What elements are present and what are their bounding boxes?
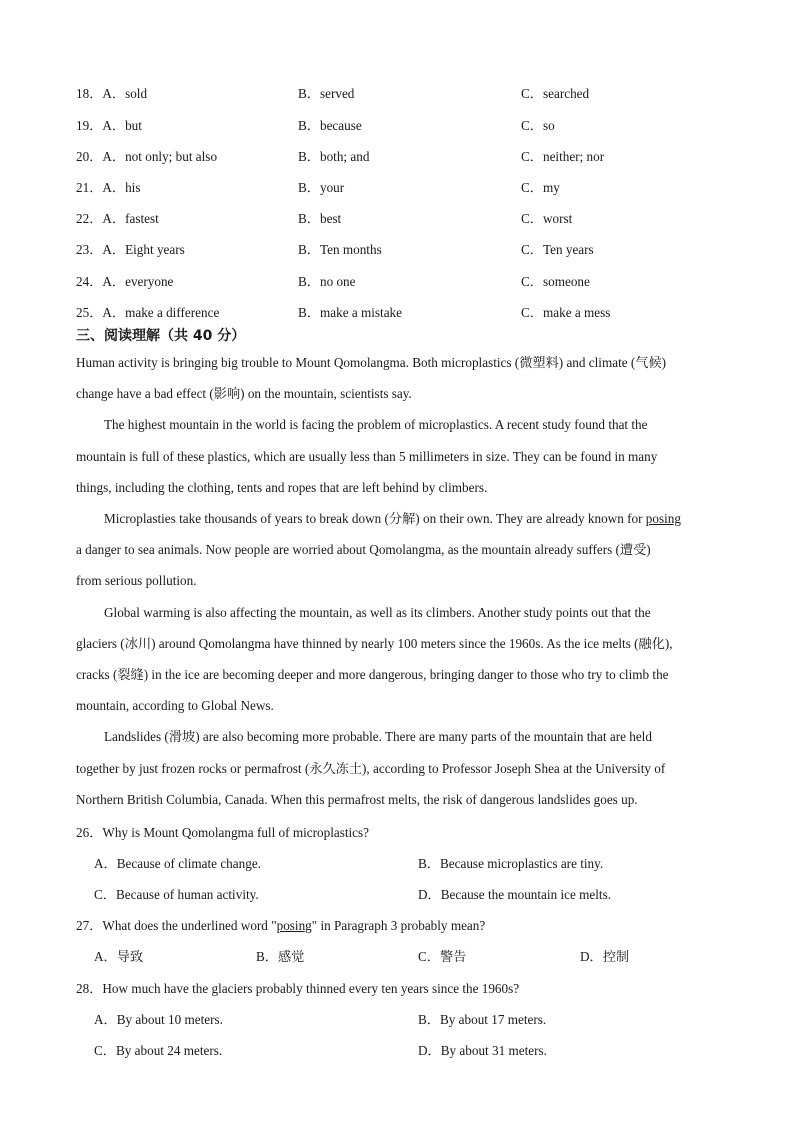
choice-row-18 (76, 83, 147, 102)
choice-row-25 (76, 302, 219, 321)
choice-row-20 (76, 146, 217, 165)
question-number: 20． (76, 149, 103, 164)
choice-row-19 (76, 115, 142, 134)
question-28-option-c: C．By about 24 meters. (94, 1043, 223, 1058)
stem-text: 27．What does the underlined word " (76, 918, 277, 933)
question-26-option-a: A．Because of climate change. (94, 856, 261, 871)
option-a: A．but (102, 118, 142, 133)
option-a: A．sold (102, 86, 148, 101)
question-number: 25． (76, 305, 103, 320)
reading-passage (76, 347, 736, 815)
question-28-option-b: B．By about 17 meters. (418, 1012, 547, 1027)
choice-row-22 (76, 208, 159, 227)
option-a: A．fastest (102, 211, 159, 226)
passage-line: a danger to sea animals. Now people are worried about Qomolangma, as the mountain already suffers (遭受) (76, 542, 651, 558)
option-c: C．worst (521, 211, 573, 226)
option-c: C．neither; nor (521, 149, 605, 164)
passage-text: Microplasties take thousands of years to break down (分解) on their own. They are already known for (104, 511, 646, 527)
passage-line (76, 503, 736, 534)
question-number: 21． (76, 180, 103, 195)
passage-line: mountain, according to Global News. (76, 698, 274, 714)
option-c: C．searched (521, 86, 590, 101)
option-c: C．my (521, 180, 560, 195)
option-b: B．both; and (298, 149, 370, 164)
question-27-option-d: D．控制 (580, 949, 630, 964)
choice-row-21 (76, 177, 140, 196)
passage-line: Global warming is also affecting the mountain, as well as its climbers. Another study points out that the (104, 604, 651, 620)
passage-line: things, including the clothing, tents and ropes that are left behind by climbers. (76, 479, 488, 495)
question-26-option-b: B．Because microplastics are tiny. (418, 856, 604, 871)
option-b: B．because (298, 118, 362, 133)
passage-line: change have a bad effect (影响) on the mountain, scientists say. (76, 386, 412, 402)
option-c: C．Ten years (521, 242, 594, 257)
passage-line: mountain is full of these plastics, which are usually less than 5 millimeters in size. They can be found in many (76, 448, 658, 464)
choice-row-24 (76, 271, 173, 290)
option-b: B．make a mistake (298, 305, 403, 320)
question-27-option-a: A．导致 (94, 949, 144, 964)
question-number: 22． (76, 211, 103, 226)
option-a: A．his (102, 180, 141, 195)
passage-line: Human activity is bringing big trouble to Mount Qomolangma. Both microplastics (微塑料) and climate (气候) (76, 355, 667, 370)
question-26-option-d: D．Because the mountain ice melts. (418, 887, 611, 902)
option-b: B．no one (298, 274, 356, 289)
option-b: B．served (298, 86, 355, 101)
underlined-word: posing (276, 918, 312, 933)
question-28-option-a: A．By about 10 meters. (94, 1012, 223, 1027)
option-c: C．make a mess (521, 305, 611, 320)
question-number: 24． (76, 274, 103, 289)
passage-line: Northern British Columbia, Canada. When this permafrost melts, the risk of dangerous landslides goes up. (76, 791, 638, 807)
choice-row-23 (76, 239, 185, 258)
option-c: C．so (521, 118, 555, 133)
option-b: B．Ten months (298, 242, 382, 257)
passage-line: together by just frozen rocks or permafrost (永久冻土), according to Professor Joseph Shea at the University of (76, 760, 666, 776)
option-c: C．someone (521, 274, 590, 289)
question-28-stem: 28．How much have the glaciers probably thinned every ten years since the 1960s? (76, 981, 520, 996)
stem-text: " in Paragraph 3 probably mean? (311, 918, 486, 933)
option-a: A．Eight years (102, 242, 185, 257)
passage-line: Landslides (滑坡) are also becoming more probable. There are many parts of the mountain that are held (104, 729, 652, 745)
section-heading: 三、阅读理解（共 40 分） (76, 328, 246, 344)
underlined-word: posing (645, 511, 681, 527)
question-number: 19． (76, 118, 103, 133)
option-a: A．everyone (102, 274, 174, 289)
question-number: 23． (76, 242, 103, 257)
passage-line: glaciers (冰川) around Qomolangma have thinned by nearly 100 meters since the 1960s. As the ice melts (融化), (76, 635, 673, 651)
option-b: B．best (298, 211, 342, 226)
question-26-option-c: C．Because of human activity. (94, 887, 259, 902)
question-28-option-d: D．By about 31 meters. (418, 1043, 547, 1058)
option-b: B．your (298, 180, 345, 195)
question-number: 18． (76, 86, 103, 101)
question-27-option-c: C．警告 (418, 949, 467, 964)
question-27-option-b: B．感觉 (256, 949, 305, 964)
passage-line: The highest mountain in the world is facing the problem of microplastics. A recent study found that the (104, 417, 648, 433)
option-a: A．make a difference (102, 305, 220, 320)
passage-line: cracks (裂缝) in the ice are becoming deeper and more dangerous, bringing danger to those who try to climb the (76, 667, 669, 683)
question-26-stem: 26．Why is Mount Qomolangma full of microplastics? (76, 825, 370, 840)
passage-line: from serious pollution. (76, 573, 197, 589)
question-27-stem (76, 915, 485, 934)
option-a: A．not only; but also (102, 149, 218, 164)
